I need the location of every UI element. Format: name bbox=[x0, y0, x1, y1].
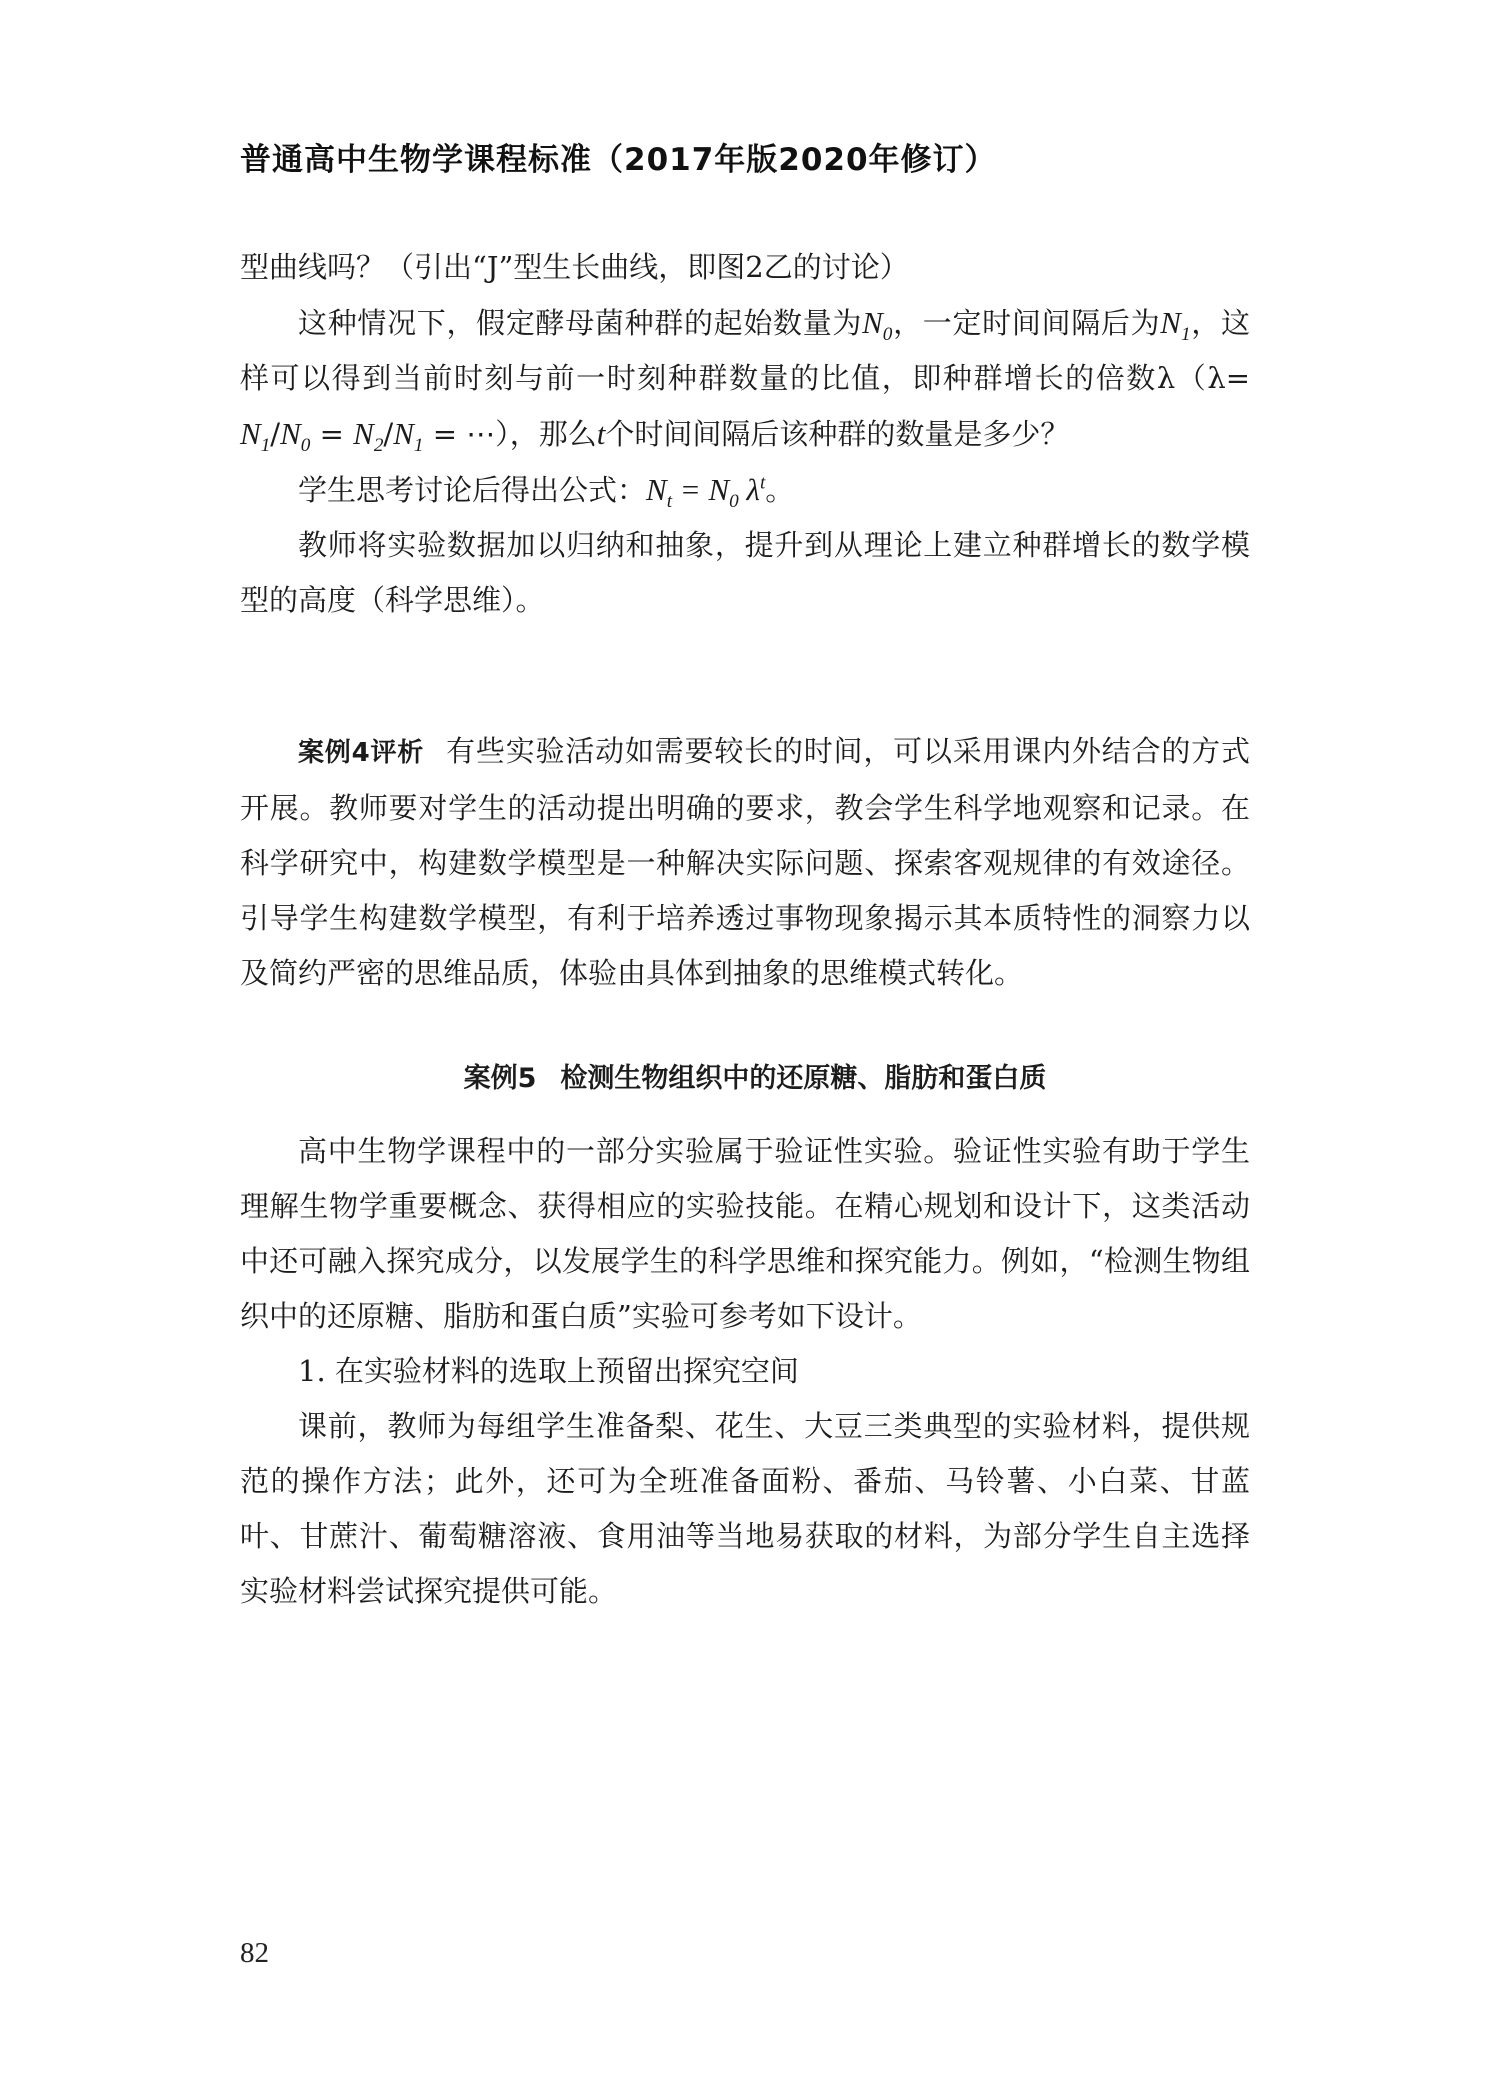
math-symbol: $N_1$ bbox=[393, 416, 424, 457]
paragraph-formula: 学生思考讨论后得出公式：$N_t = N_0$ $\lambda^t$。 bbox=[298, 472, 795, 513]
case4-text: 有些实验活动如需要较长的时间，可以采用课内外结合的方式开展。教师要对学生的活动提出明确的要求，教会学生科学地观察和记录。在科学研究中，构建数学模型是一种解决实际问题、探索客观规律的有效途径。引导学生构建数学模型，有利于培养透过事物现象揭示其本质特性的洞察力以及简约严密的思维品质，体验由具体到抽象的思维模式转化。 bbox=[240, 734, 1250, 990]
running-header: 普通高中生物学课程标准（2017年版2020年修订） bbox=[240, 142, 997, 178]
math-symbol: $N_1$ bbox=[240, 416, 271, 457]
case4-lead: 案例4评析 bbox=[298, 738, 425, 768]
case5-subheading: 1. 在实验材料的选取上预留出探究空间 bbox=[298, 1354, 799, 1388]
math-symbol: $N_0$ bbox=[280, 416, 311, 457]
paragraph-population-ratio: 这种情况下，假定酵母菌种群的起始数量为$N_0$，一定时间间隔后为$N_1$，这样可以得到当前时刻与前一时刻种群数量的比值，即种群增长的倍数$\lambda(\lambda= N_1/N_0 = N_2/N_1$ = ⋯），那么t个时间间隔后该种群的数量是多少？ bbox=[240, 305, 1250, 457]
case4-commentary bbox=[240, 724, 1250, 1001]
page-number: 82 bbox=[240, 1937, 269, 1969]
formula: $N_t = N_0$ $\lambda^t$ bbox=[646, 472, 766, 513]
case5-paragraph-intro: 高中生物学课程中的一部分实验属于验证性实验。验证性实验有助于学生理解生物学重要概念、获得相应的实验技能。在精心规划和设计下，这类活动中还可融入探究成分，以发展学生的科学思维和探究能力。例如，“检测生物组织中的还原糖、脂肪和蛋白质”实验可参考如下设计。 bbox=[240, 1134, 1250, 1333]
case5-label: 案例5 bbox=[463, 1063, 537, 1094]
math-symbol: $N_0$ bbox=[862, 305, 893, 346]
case5-name: 检测生物组织中的还原糖、脂肪和蛋白质 bbox=[560, 1063, 1047, 1094]
case5-paragraph-materials: 课前，教师为每组学生准备梨、花生、大豆三类典型的实验材料，提供规范的操作方法；此外，还可为全班准备面粉、番茄、马铃薯、小白菜、甘蓝叶、甘蔗汁、葡萄糖溶液、食用油等当地易获取的材料，为部分学生自主选择实验材料尝试探究提供可能。 bbox=[240, 1409, 1250, 1608]
paragraph-continuation: 型曲线吗？（引出“J”型生长曲线，即图2乙的讨论） bbox=[240, 250, 909, 284]
math-symbol: $N_1$ bbox=[1160, 305, 1191, 346]
paragraph-abstraction: 教师将实验数据加以归纳和抽象，提升到从理论上建立种群增长的数学模型的高度（科学思维）。 bbox=[240, 528, 1250, 617]
case5-title bbox=[240, 1051, 1250, 1106]
page-body bbox=[240, 240, 1250, 1619]
math-symbol: $N_2$ bbox=[353, 416, 384, 457]
math-symbol-t: t bbox=[596, 416, 606, 451]
